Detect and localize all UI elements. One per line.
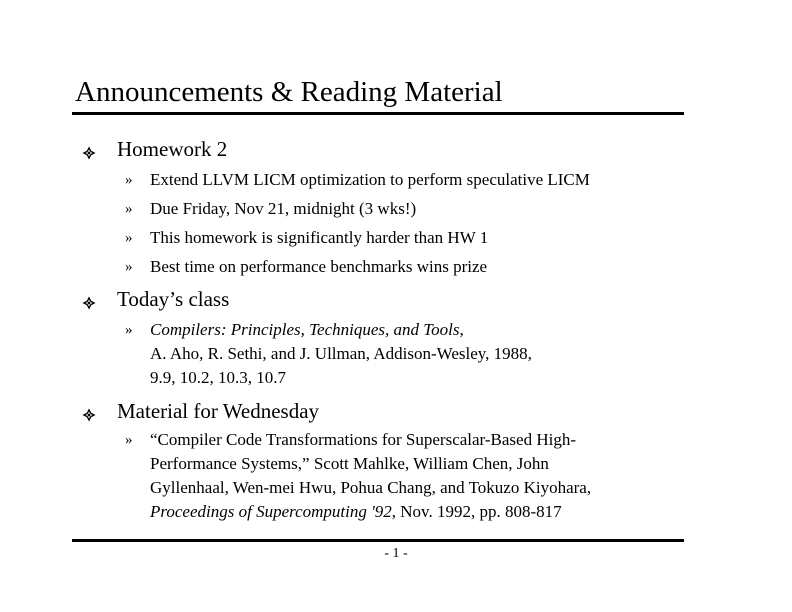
chevron-double-right-icon: » xyxy=(125,172,133,188)
chevron-double-right-icon: » xyxy=(125,230,133,246)
reference-line: “Compiler Code Transformations for Superscalar-Based High- xyxy=(150,430,576,449)
reference-line: Gyllenhaal, Wen-mei Hwu, Pohua Chang, and Tokuzo Kiyohara, xyxy=(150,478,592,497)
section-heading: Homework 2 xyxy=(117,137,228,161)
reference-line xyxy=(150,318,532,342)
page-number: - 1 - xyxy=(384,546,408,561)
diamond-bullet-icon xyxy=(82,408,98,424)
list-item-text: Best time on performance benchmarks wins prize xyxy=(150,257,488,276)
page-title: Announcements & Reading Material xyxy=(75,76,503,108)
reference-line: A. Aho, R. Sethi, and J. Ullman, Addison-Wesley, 1988, xyxy=(150,344,532,363)
chevron-double-right-icon: » xyxy=(125,259,133,275)
reference-line xyxy=(150,500,591,524)
book-title: Compilers: Principles, Techniques, and Tools xyxy=(150,320,460,339)
list-item-text: Due Friday, Nov 21, midnight (3 wks!) xyxy=(150,199,417,218)
section-heading: Material for Wednesday xyxy=(117,399,320,423)
list-item-text: Extend LLVM LICM optimization to perform speculative LICM xyxy=(150,170,590,189)
footer-divider xyxy=(72,539,684,542)
diamond-bullet-icon xyxy=(82,296,98,312)
list-item-text: This homework is significantly harder than HW 1 xyxy=(150,228,489,247)
section-heading: Today’s class xyxy=(117,287,230,311)
title-punctuation: , xyxy=(459,320,464,339)
reference-line: Performance Systems,” Scott Mahlke, William Chen, John xyxy=(150,454,549,473)
reference-text xyxy=(150,318,532,390)
diamond-bullet-icon xyxy=(82,146,98,162)
reference-text xyxy=(150,428,591,524)
chevron-double-right-icon: » xyxy=(125,432,133,448)
venue-title: Proceedings of Supercomputing '92 xyxy=(150,502,392,521)
chevron-double-right-icon: » xyxy=(125,201,133,217)
reference-line: 9.9, 10.2, 10.3, 10.7 xyxy=(150,368,286,387)
venue-details: , Nov. 1992, pp. 808-817 xyxy=(391,502,562,521)
title-divider xyxy=(72,112,684,115)
chevron-double-right-icon: » xyxy=(125,322,133,338)
